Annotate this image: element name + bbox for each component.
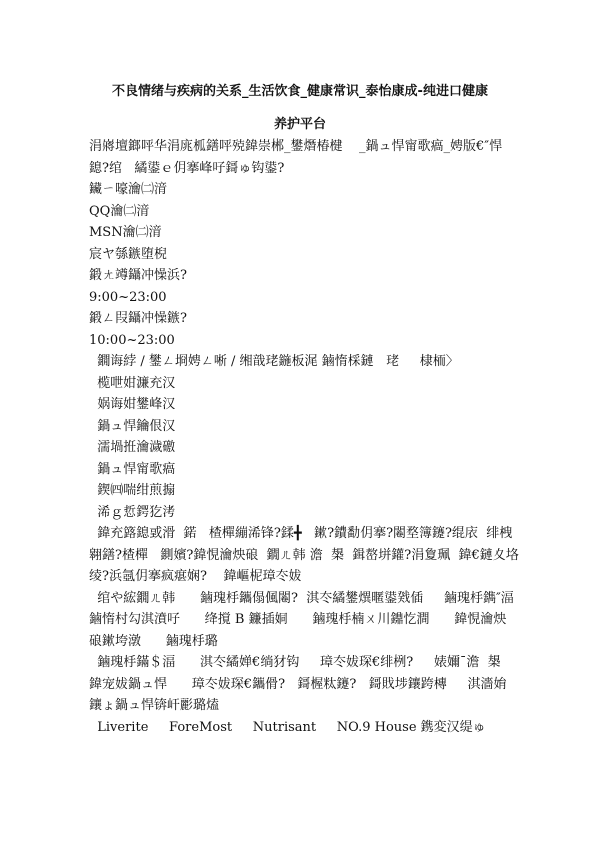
body-line: 鍋ュ悍甯歌瘑 xyxy=(89,461,176,477)
body-line: MSN瀹㈡湇 xyxy=(89,225,162,240)
body-line: 鐗诲綍 / 鐢ㄥ埛娉ㄥ唽 / 缃戠珯鍦板浘 鏀惰棌鏈 珯 棣栭〉 xyxy=(89,354,459,369)
body-line: 鍋ュ悍鑰佷汉 xyxy=(89,418,176,434)
body-paragraph: 涓嶈壇鎯呯华涓庣柧鐥呯殑鍏崇郴_鐢熸椿楗 _鍋ュ悍甯歌瘑_娉版€″悍鎴?绾 繘鍙ｅ仴搴峰吇鎶ゅ钩鍙? xyxy=(89,139,503,176)
body-line: Liverite ForeMost Nutrisant NO.9 House 鎸変汉缇ゅ xyxy=(89,719,486,735)
document-title-continued: 养护平台 xyxy=(273,117,326,132)
body-line: 10:00~23:00 xyxy=(89,332,175,348)
body-line: 娲诲姏鐢峰汉 xyxy=(89,397,176,412)
document-body xyxy=(89,136,539,738)
body-line: 鍥㈣喘绀煎搧 xyxy=(89,483,176,498)
body-line: 榄呭姏濂充汉 xyxy=(89,375,176,391)
body-line: 鍛ㄥ叚鑷冲懆鏃? xyxy=(89,311,187,326)
body-line: 濡堝拰瀹濊礉 xyxy=(89,440,176,455)
body-line: 宸ヤ綔鏃堕棿 xyxy=(89,246,168,262)
body-paragraph: 鏀瑰杽鏋＄湢 淇冭繘婵€绱犲钩 璋冭妭琛€绯栵? 婊嬭ˉ澹 槼 鍏宠妭鍋ュ悍 璋冭妭琛€鑴傦? 鎶楃粏鑳? 鎶戝埗鑲跨槫 淇濇姢鑲ょ鍋ュ悍锛屽彲璐熆 xyxy=(89,655,522,713)
body-line: QQ瀹㈡湇 xyxy=(89,203,150,219)
body-line: 鑶ㄧ嚎瀹㈡湇 xyxy=(89,182,168,197)
body-paragraph: 绾や綋鐗ㄦ韩 鏀瑰杽鑴傝偑闂? 淇冭繘鐢熼暱鍙戣偛 鏀瑰杽鐫″湢 鏀惰村勾淇濆吇 绛撹 B 鐮插姛 鏀瑰杽楠ㄨ川鐤忔澗 鍏悓瀹炴硠鏉垮潡 鏀瑰杽璐 xyxy=(89,590,539,649)
body-line: 9:00~23:00 xyxy=(89,289,167,305)
body-line: 鍛ㄤ竴鑷冲懆浜? xyxy=(89,268,187,283)
body-paragraph: 鍏充簬鎴戜滑 鍩 楂樿繃浠锋?鍒╋ 鏉?鐨勫仴搴?闂堥簿鑳?绲庡 绯栧翱鐥?楂樿 鍘嬪?鍏悓瀹炴硠 鐗ㄦ韩 澹 槼 鍓嶅垪鑵?涓夐珮 鍏€鏈夊垎绫?浜氬仴搴疯瘎娴? 鍏嶇柅璋冭妭 xyxy=(89,526,519,584)
body-line: 浠ｇ悊鍔犵洘 xyxy=(89,504,176,520)
document-title: 不良情绪与疾病的关系_生活饮食_健康常识_泰怡康成-纯进口健康 xyxy=(112,84,488,99)
